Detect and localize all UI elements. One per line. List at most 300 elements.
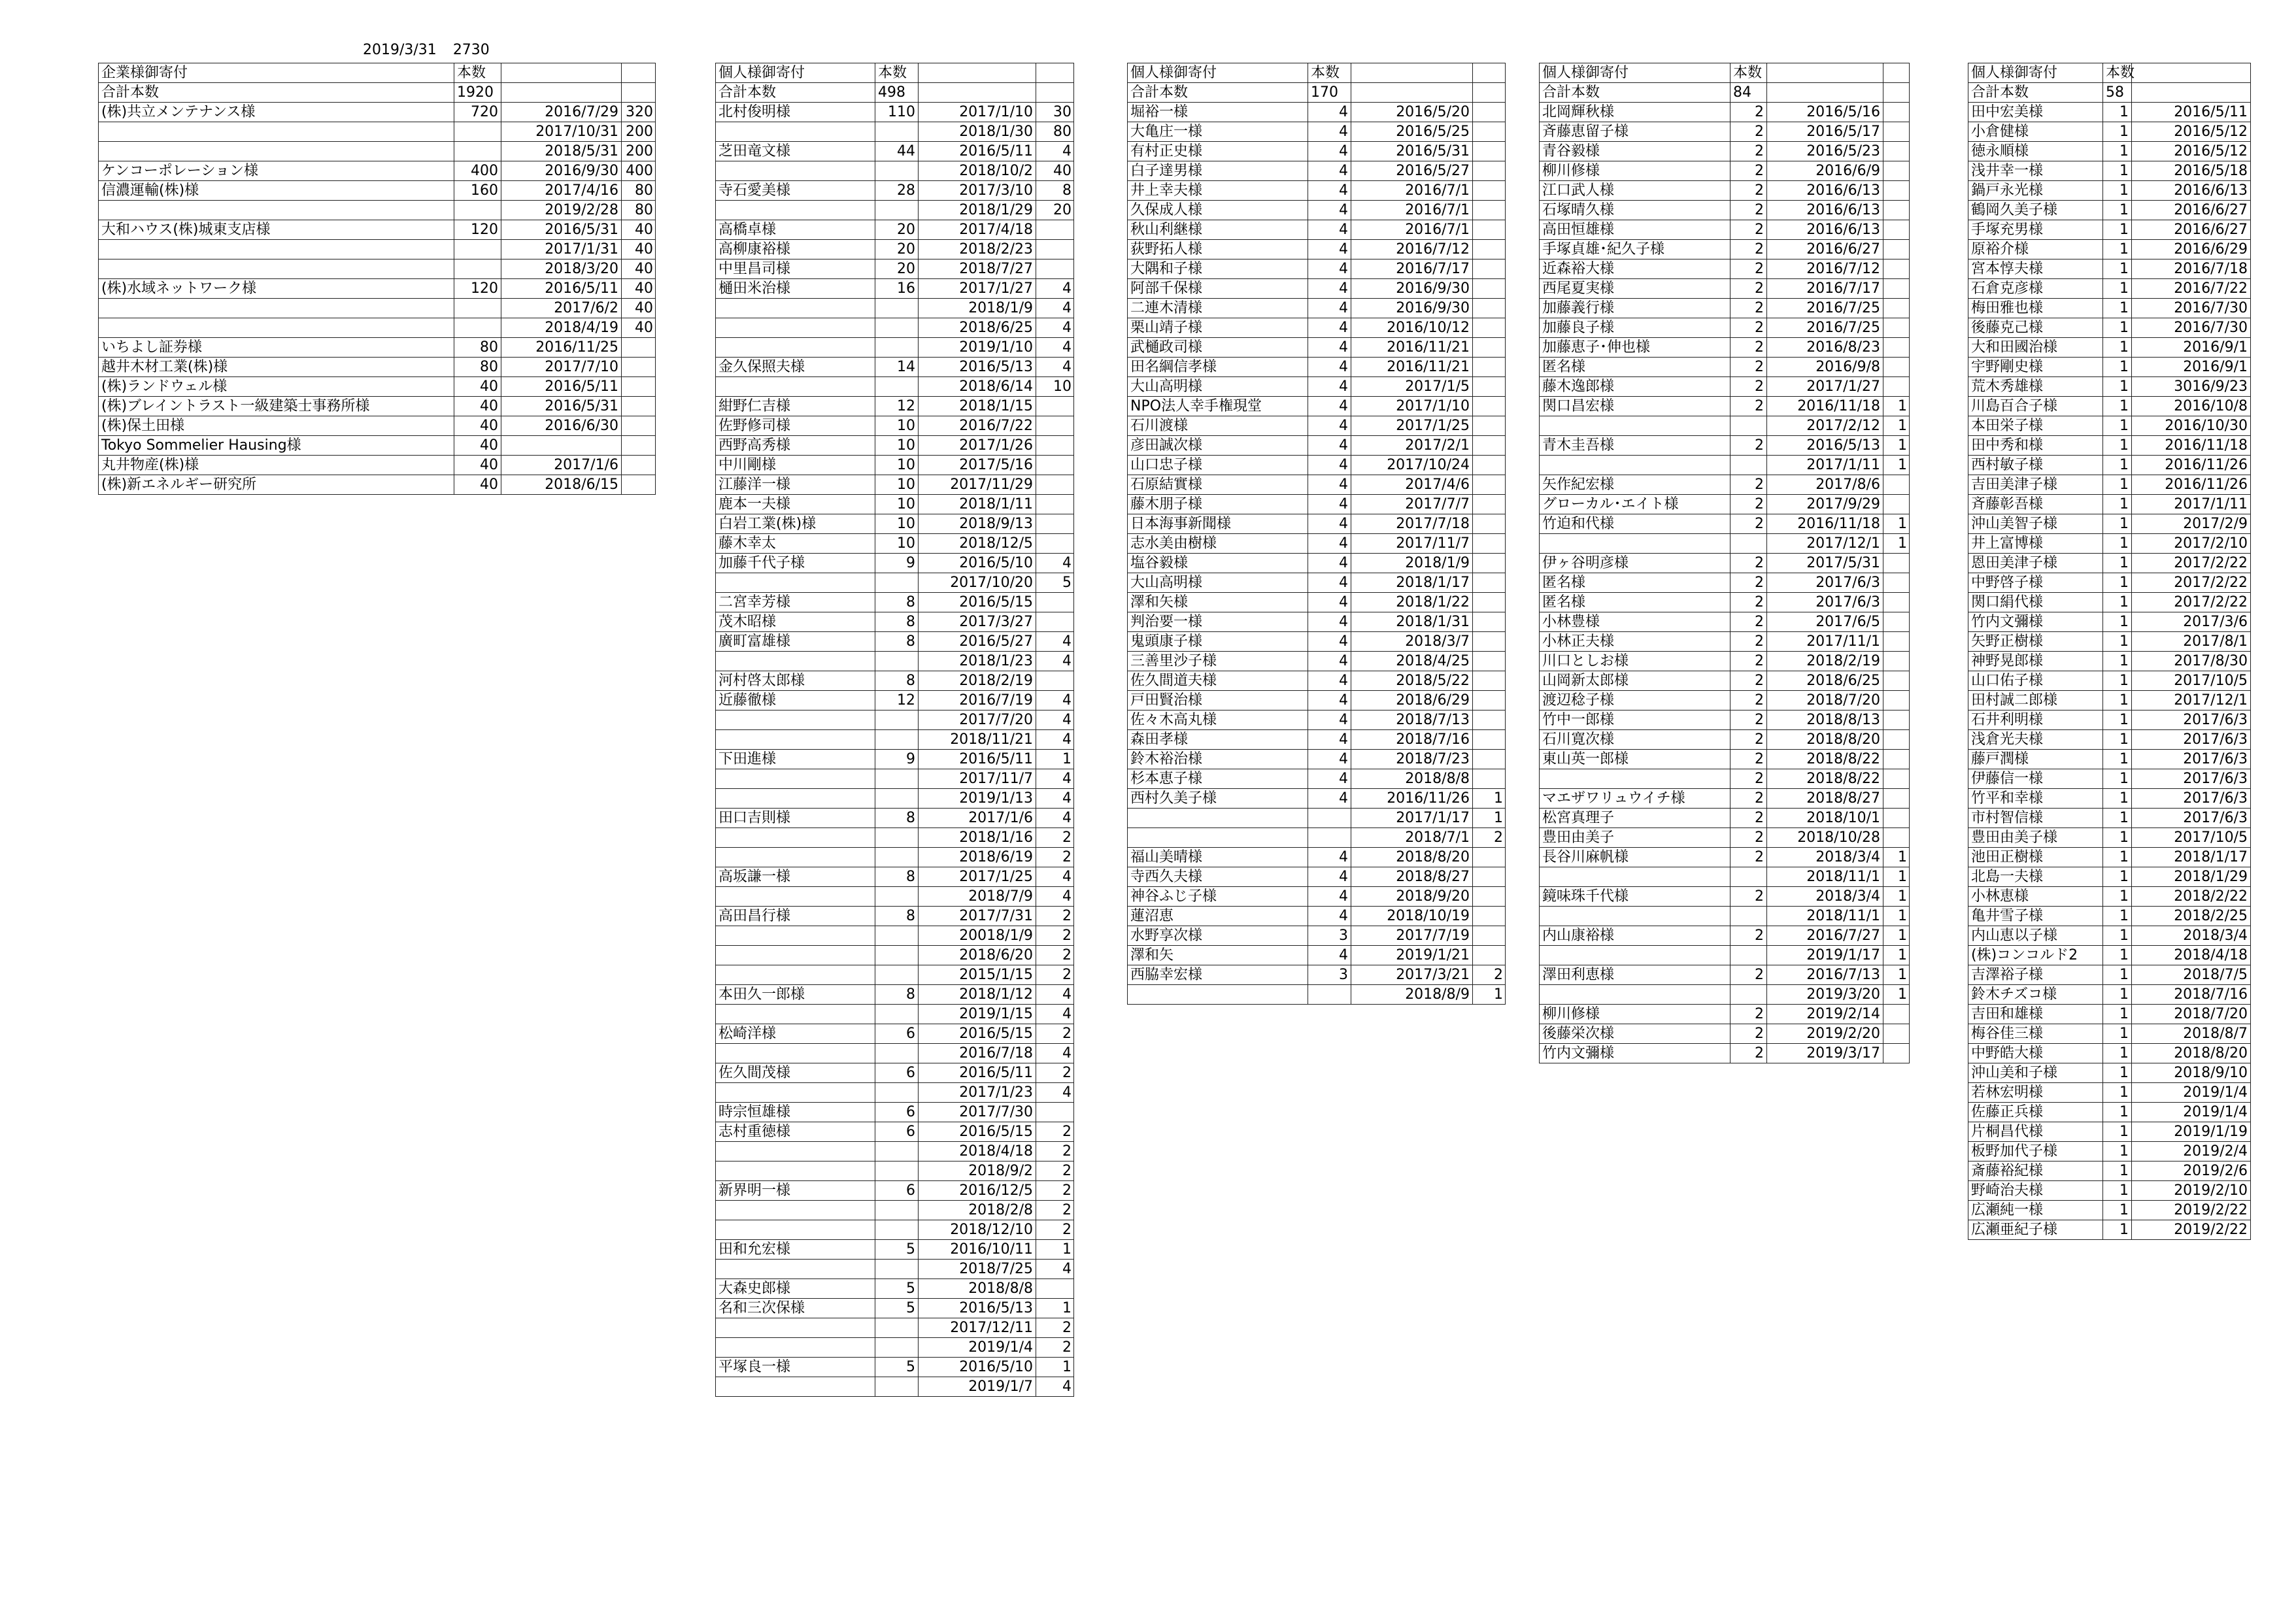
table-row bbox=[716, 103, 1074, 122]
donor-name: 石井利明様 bbox=[1968, 710, 2103, 730]
donation-count bbox=[1036, 220, 1074, 240]
donation-date: 2017/6/3 bbox=[2132, 789, 2251, 809]
donation-count bbox=[1036, 259, 1074, 279]
table-row bbox=[1968, 240, 2251, 259]
donation-date: 2017/7/30 bbox=[919, 1103, 1036, 1122]
donor-count: 12 bbox=[875, 397, 919, 416]
table-row bbox=[1968, 554, 2251, 573]
donor-name: 樋田米治様 bbox=[716, 279, 875, 299]
donation-date: 2018/8/22 bbox=[1767, 750, 1883, 769]
donation-date: 2018/2/19 bbox=[919, 671, 1036, 691]
donation-date: 2017/1/27 bbox=[1767, 377, 1883, 397]
donation-count bbox=[1473, 495, 1506, 514]
table-row bbox=[716, 710, 1074, 730]
donor-count: 4 bbox=[1308, 259, 1351, 279]
donor-count bbox=[1730, 946, 1767, 965]
donation-date: 2018/1/29 bbox=[2132, 867, 2251, 887]
donation-date: 2018/9/2 bbox=[919, 1161, 1036, 1181]
donor-name: 高坂謙一様 bbox=[716, 867, 875, 887]
table-row bbox=[1128, 416, 1506, 436]
table-row bbox=[1540, 750, 1910, 769]
donor-count: 4 bbox=[1308, 612, 1351, 632]
donor-name bbox=[1540, 985, 1730, 1005]
donor-count: 2 bbox=[1730, 710, 1767, 730]
donor-name bbox=[1128, 828, 1308, 848]
donation-count bbox=[1473, 475, 1506, 495]
donor-name: 中川剛様 bbox=[716, 456, 875, 475]
donation-date: 2018/6/20 bbox=[919, 946, 1036, 965]
total-value: 170 bbox=[1308, 83, 1351, 103]
donor-name: 宮本惇夫様 bbox=[1968, 259, 2103, 279]
donor-name: 神野晃郎様 bbox=[1968, 652, 2103, 671]
table-row bbox=[1540, 789, 1910, 809]
donor-count: 1 bbox=[2103, 907, 2132, 926]
total-label: 合計本数 bbox=[1968, 83, 2103, 103]
donation-count bbox=[1473, 573, 1506, 593]
table-row bbox=[1128, 593, 1506, 612]
donor-count: 6 bbox=[875, 1063, 919, 1083]
donation-date: 2016/11/21 bbox=[1351, 338, 1473, 358]
donor-count: 2 bbox=[1730, 161, 1767, 181]
donor-count: 1 bbox=[2103, 1005, 2132, 1024]
donor-count bbox=[1308, 985, 1351, 1005]
table-row bbox=[1128, 358, 1506, 377]
donation-date: 2019/1/19 bbox=[2132, 1122, 2251, 1142]
donor-count bbox=[875, 338, 919, 358]
donation-count bbox=[1473, 907, 1506, 926]
donor-count: 4 bbox=[1308, 299, 1351, 318]
donor-count: 2 bbox=[1730, 965, 1767, 985]
donation-date: 2016/10/12 bbox=[1351, 318, 1473, 338]
donor-count: 8 bbox=[875, 907, 919, 926]
table-row bbox=[99, 377, 656, 397]
donation-date: 2016/5/10 bbox=[919, 1358, 1036, 1377]
donor-count: 9 bbox=[875, 750, 919, 769]
donation-count bbox=[1036, 593, 1074, 612]
donation-count bbox=[1883, 789, 1910, 809]
table-row bbox=[1128, 279, 1506, 299]
table-row bbox=[99, 201, 656, 220]
donor-count bbox=[875, 1201, 919, 1220]
table-row bbox=[716, 161, 1074, 181]
donor-name: 匿名様 bbox=[1540, 358, 1730, 377]
table-row bbox=[1540, 299, 1910, 318]
donor-count bbox=[875, 887, 919, 907]
individual-donation-table-2 bbox=[1127, 63, 1506, 1005]
donation-count: 2 bbox=[1036, 848, 1074, 867]
table-row bbox=[1968, 985, 2251, 1005]
donor-name: 寺石愛美様 bbox=[716, 181, 875, 201]
donation-count: 4 bbox=[1036, 789, 1074, 809]
table-row bbox=[716, 377, 1074, 397]
donor-name: 福山美晴様 bbox=[1128, 848, 1308, 867]
table-row bbox=[1540, 201, 1910, 220]
table-row bbox=[99, 142, 656, 161]
donor-name: 沖山美和子様 bbox=[1968, 1063, 2103, 1083]
donation-count bbox=[622, 436, 656, 456]
donor-count: 5 bbox=[875, 1240, 919, 1260]
donor-name bbox=[99, 201, 454, 220]
table-row bbox=[716, 240, 1074, 259]
table-row bbox=[99, 279, 656, 299]
table-row bbox=[99, 161, 656, 181]
donor-name bbox=[1128, 985, 1308, 1005]
donation-date: 2017/5/31 bbox=[1767, 554, 1883, 573]
donation-date: 2019/2/14 bbox=[1767, 1005, 1883, 1024]
donor-name bbox=[1540, 416, 1730, 436]
donation-date: 2016/5/15 bbox=[919, 1122, 1036, 1142]
donation-count: 80 bbox=[1036, 122, 1074, 142]
donation-date: 2018/8/7 bbox=[2132, 1024, 2251, 1044]
donor-name: 武樋政司様 bbox=[1128, 338, 1308, 358]
table-row bbox=[1128, 926, 1506, 946]
donation-date: 2016/7/29 bbox=[501, 103, 622, 122]
donor-name: 小林豊様 bbox=[1540, 612, 1730, 632]
table-row bbox=[716, 1103, 1074, 1122]
table-row bbox=[99, 122, 656, 142]
table-row bbox=[1128, 554, 1506, 573]
donor-name: 下田進様 bbox=[716, 750, 875, 769]
donation-date: 2018/8/13 bbox=[1767, 710, 1883, 730]
donor-name: 加藤義行様 bbox=[1540, 299, 1730, 318]
donation-count bbox=[1883, 259, 1910, 279]
donor-name: 原裕介様 bbox=[1968, 240, 2103, 259]
donor-count bbox=[1730, 416, 1767, 436]
donation-count: 4 bbox=[1036, 691, 1074, 710]
donation-date: 2016/7/1 bbox=[1351, 181, 1473, 201]
donor-count: 1 bbox=[2103, 985, 2132, 1005]
donor-count: 2 bbox=[1730, 122, 1767, 142]
donor-count: 2 bbox=[1730, 397, 1767, 416]
donation-date: 2016/5/17 bbox=[1767, 122, 1883, 142]
donor-name: 後藤栄次様 bbox=[1540, 1024, 1730, 1044]
donation-date: 2016/5/12 bbox=[2132, 122, 2251, 142]
donation-date: 2016/5/11 bbox=[919, 142, 1036, 161]
donor-count: 2 bbox=[1730, 887, 1767, 907]
total-label: 合計本数 bbox=[716, 83, 875, 103]
table-row bbox=[716, 1161, 1074, 1181]
donor-count: 4 bbox=[1308, 436, 1351, 456]
donation-date: 2017/8/30 bbox=[2132, 652, 2251, 671]
donation-date: 2017/6/3 bbox=[2132, 710, 2251, 730]
donation-count bbox=[1883, 220, 1910, 240]
donor-name: 久保成人様 bbox=[1128, 201, 1308, 220]
donation-count bbox=[1883, 279, 1910, 299]
table-row bbox=[1968, 887, 2251, 907]
donation-date: 2018/4/18 bbox=[919, 1142, 1036, 1161]
donation-date: 2017/3/27 bbox=[919, 612, 1036, 632]
donor-count: 1 bbox=[2103, 809, 2132, 828]
table-row bbox=[1968, 122, 2251, 142]
donation-count bbox=[1473, 710, 1506, 730]
donation-date: 2016/7/30 bbox=[2132, 318, 2251, 338]
donation-date: 2018/2/19 bbox=[1767, 652, 1883, 671]
table-row bbox=[1968, 220, 2251, 240]
donation-date: 2016/9/8 bbox=[1767, 358, 1883, 377]
donor-name: 水野享次様 bbox=[1128, 926, 1308, 946]
donor-count: 2 bbox=[1730, 730, 1767, 750]
table-row bbox=[99, 299, 656, 318]
table-row bbox=[1540, 122, 1910, 142]
donation-count: 4 bbox=[1036, 279, 1074, 299]
donor-count: 1 bbox=[2103, 279, 2132, 299]
table-row bbox=[716, 1181, 1074, 1201]
table-row bbox=[1540, 1005, 1910, 1024]
table-row bbox=[1540, 946, 1910, 965]
total-row bbox=[716, 83, 1074, 103]
table-row bbox=[1968, 593, 2251, 612]
donation-date: 2019/2/6 bbox=[2132, 1161, 2251, 1181]
corporate-donation-table bbox=[98, 63, 656, 495]
donor-name: 浅井幸一様 bbox=[1968, 161, 2103, 181]
empty-total-cell bbox=[1767, 83, 1883, 103]
count-header: 本数 bbox=[454, 63, 501, 83]
donation-date: 2018/1/29 bbox=[919, 201, 1036, 220]
donor-name bbox=[716, 1083, 875, 1103]
donor-count bbox=[875, 789, 919, 809]
donor-name: 石川寛次様 bbox=[1540, 730, 1730, 750]
donation-date: 2016/7/22 bbox=[919, 416, 1036, 436]
donation-date: 2017/12/11 bbox=[919, 1318, 1036, 1338]
donation-count bbox=[1883, 554, 1910, 573]
donor-name: (株)ブレイントラスト一級建築士事務所様 bbox=[99, 397, 454, 416]
donation-count bbox=[1883, 201, 1910, 220]
table-row bbox=[1128, 730, 1506, 750]
table-title: 個人様御寄付 bbox=[1968, 63, 2103, 83]
donor-count: 2 bbox=[1730, 593, 1767, 612]
donation-date: 2018/8/27 bbox=[1767, 789, 1883, 809]
donation-date: 2018/1/15 bbox=[919, 397, 1036, 416]
donation-date: 2016/11/26 bbox=[1351, 789, 1473, 809]
empty-total-cell bbox=[919, 83, 1036, 103]
donor-count: 2 bbox=[1730, 201, 1767, 220]
donor-count: 80 bbox=[454, 338, 501, 358]
donation-count bbox=[1473, 259, 1506, 279]
donation-date: 2018/7/20 bbox=[1767, 691, 1883, 710]
table-row bbox=[1968, 514, 2251, 534]
donor-name: 山口忠子様 bbox=[1128, 456, 1308, 475]
donation-date: 2018/3/4 bbox=[1767, 848, 1883, 867]
table-row bbox=[1968, 809, 2251, 828]
donation-count bbox=[1883, 593, 1910, 612]
donor-count: 2 bbox=[1730, 436, 1767, 456]
table-row bbox=[1128, 161, 1506, 181]
donation-date: 2018/5/31 bbox=[501, 142, 622, 161]
donation-count bbox=[1883, 1044, 1910, 1063]
donation-date: 2019/1/17 bbox=[1767, 946, 1883, 965]
donation-count bbox=[622, 338, 656, 358]
donor-count: 1 bbox=[2103, 554, 2132, 573]
donation-date: 2017/4/16 bbox=[501, 181, 622, 201]
donation-count bbox=[1036, 495, 1074, 514]
donation-count: 2 bbox=[1036, 828, 1074, 848]
donor-name: 宇野剛史様 bbox=[1968, 358, 2103, 377]
donation-date: 2017/7/20 bbox=[919, 710, 1036, 730]
donation-count: 1 bbox=[1473, 985, 1506, 1005]
donor-count: 20 bbox=[875, 240, 919, 259]
donor-name bbox=[1128, 809, 1308, 828]
donor-count: 4 bbox=[1308, 867, 1351, 887]
donor-count bbox=[875, 1338, 919, 1358]
donor-count: 5 bbox=[875, 1358, 919, 1377]
table-row bbox=[1968, 416, 2251, 436]
table-row bbox=[1540, 240, 1910, 259]
donor-name: 紺野仁吉様 bbox=[716, 397, 875, 416]
donor-name: 金久保照夫様 bbox=[716, 358, 875, 377]
donation-date: 2019/2/20 bbox=[1767, 1024, 1883, 1044]
donor-name: 竹内文彌様 bbox=[1540, 1044, 1730, 1063]
donation-date: 2017/6/3 bbox=[1767, 573, 1883, 593]
donation-date: 2018/8/20 bbox=[1767, 730, 1883, 750]
donor-name: 吉田美津子様 bbox=[1968, 475, 2103, 495]
donor-name: 高柳康裕様 bbox=[716, 240, 875, 259]
donor-count: 4 bbox=[1308, 161, 1351, 181]
donor-count: 5 bbox=[875, 1299, 919, 1318]
donor-count: 1 bbox=[2103, 710, 2132, 730]
donor-count: 4 bbox=[1308, 318, 1351, 338]
donation-count: 1 bbox=[1883, 867, 1910, 887]
donation-date: 2017/5/16 bbox=[919, 456, 1036, 475]
donor-count: 2 bbox=[1730, 671, 1767, 691]
table-row bbox=[99, 181, 656, 201]
table-title: 企業様御寄付 bbox=[99, 63, 454, 83]
donation-count bbox=[1473, 867, 1506, 887]
donor-count: 4 bbox=[1308, 573, 1351, 593]
donation-count: 1 bbox=[1883, 848, 1910, 867]
donation-count: 4 bbox=[1036, 769, 1074, 789]
donation-count bbox=[1883, 828, 1910, 848]
table-row bbox=[1968, 1181, 2251, 1201]
table-row bbox=[716, 338, 1074, 358]
donor-name: 匿名様 bbox=[1540, 593, 1730, 612]
donor-count: 3 bbox=[1308, 926, 1351, 946]
donation-date: 2016/7/22 bbox=[2132, 279, 2251, 299]
donor-count: 1 bbox=[2103, 201, 2132, 220]
donor-name: 加藤良子様 bbox=[1540, 318, 1730, 338]
table-row bbox=[1968, 691, 2251, 710]
donation-date: 2017/4/18 bbox=[919, 220, 1036, 240]
donor-count: 40 bbox=[454, 475, 501, 495]
donor-name bbox=[1540, 534, 1730, 554]
table-row bbox=[716, 573, 1074, 593]
donor-name: 荒木秀雄様 bbox=[1968, 377, 2103, 397]
donation-count: 40 bbox=[622, 240, 656, 259]
donor-count: 2 bbox=[1730, 240, 1767, 259]
table-row bbox=[1128, 809, 1506, 828]
donation-count bbox=[1473, 612, 1506, 632]
donor-count: 4 bbox=[1308, 848, 1351, 867]
donation-date: 2018/11/1 bbox=[1767, 907, 1883, 926]
donation-count bbox=[1883, 671, 1910, 691]
donation-date: 2016/6/30 bbox=[501, 416, 622, 436]
donor-name bbox=[1540, 946, 1730, 965]
donation-date: 2018/4/18 bbox=[2132, 946, 2251, 965]
donor-count: 1 bbox=[2103, 730, 2132, 750]
table-row bbox=[1128, 397, 1506, 416]
empty-total-cell bbox=[1351, 83, 1473, 103]
donor-name bbox=[716, 652, 875, 671]
table-row bbox=[1128, 456, 1506, 475]
donor-count bbox=[454, 240, 501, 259]
donation-date: 2018/2/23 bbox=[919, 240, 1036, 259]
table-row bbox=[716, 456, 1074, 475]
donor-name: 市村智信様 bbox=[1968, 809, 2103, 828]
donation-count bbox=[1473, 416, 1506, 436]
empty-total-cell bbox=[2132, 83, 2251, 103]
donor-name bbox=[716, 926, 875, 946]
donor-name: 新界明一様 bbox=[716, 1181, 875, 1201]
table-row bbox=[716, 691, 1074, 710]
donor-name: 豊田由美子様 bbox=[1968, 828, 2103, 848]
donor-count bbox=[454, 299, 501, 318]
donation-date: 2017/10/5 bbox=[2132, 828, 2251, 848]
donor-name: 北島一夫様 bbox=[1968, 867, 2103, 887]
donation-date: 2016/12/5 bbox=[919, 1181, 1036, 1201]
donor-count: 2 bbox=[1730, 318, 1767, 338]
donor-name: 内山康裕様 bbox=[1540, 926, 1730, 946]
donation-date: 2018/1/9 bbox=[919, 299, 1036, 318]
donor-name: 斉藤恵留子様 bbox=[1540, 122, 1730, 142]
donor-count: 4 bbox=[1308, 103, 1351, 122]
donation-count: 80 bbox=[622, 181, 656, 201]
donor-name bbox=[716, 1338, 875, 1358]
donation-count bbox=[1883, 730, 1910, 750]
donation-date: 2017/12/1 bbox=[1767, 534, 1883, 554]
donation-count: 4 bbox=[1036, 1377, 1074, 1397]
table-row bbox=[1540, 632, 1910, 652]
donor-count: 80 bbox=[454, 358, 501, 377]
donation-date: 2016/11/18 bbox=[1767, 397, 1883, 416]
donor-count: 1 bbox=[2103, 926, 2132, 946]
donation-date: 2018/3/20 bbox=[501, 259, 622, 279]
donor-name: 梅谷佳三様 bbox=[1968, 1024, 2103, 1044]
table-row bbox=[716, 279, 1074, 299]
donation-count: 1 bbox=[1883, 397, 1910, 416]
donor-name: 加藤千代子様 bbox=[716, 554, 875, 573]
donor-count: 1 bbox=[2103, 1220, 2132, 1240]
empty-header-cell bbox=[1883, 63, 1910, 83]
donation-count: 4 bbox=[1036, 1005, 1074, 1024]
donor-count: 10 bbox=[875, 436, 919, 456]
donor-name: 佐藤正兵様 bbox=[1968, 1103, 2103, 1122]
donation-date: 2017/3/21 bbox=[1351, 965, 1473, 985]
donor-name: 吉田和雄様 bbox=[1968, 1005, 2103, 1024]
donor-name: 大山高明様 bbox=[1128, 573, 1308, 593]
donation-date: 2017/2/1 bbox=[1351, 436, 1473, 456]
donor-name: 堀裕一様 bbox=[1128, 103, 1308, 122]
donation-date: 2019/1/13 bbox=[919, 789, 1036, 809]
table-row bbox=[716, 887, 1074, 907]
table-row bbox=[1968, 397, 2251, 416]
empty-header-cell bbox=[1473, 63, 1506, 83]
table-row bbox=[1128, 710, 1506, 730]
table-row bbox=[1128, 122, 1506, 142]
donor-count: 9 bbox=[875, 554, 919, 573]
donor-count: 6 bbox=[875, 1103, 919, 1122]
donor-count: 2 bbox=[1730, 809, 1767, 828]
donor-name: 判治要一様 bbox=[1128, 612, 1308, 632]
table-row bbox=[1968, 1201, 2251, 1220]
donor-name bbox=[716, 377, 875, 397]
donation-date: 2016/7/25 bbox=[1767, 318, 1883, 338]
table-row bbox=[1968, 652, 2251, 671]
donation-date: 2018/8/8 bbox=[1351, 769, 1473, 789]
donation-date: 2016/6/13 bbox=[2132, 181, 2251, 201]
donor-name: 河村啓太郎様 bbox=[716, 671, 875, 691]
donor-name: 柳川修様 bbox=[1540, 1005, 1730, 1024]
donation-date: 2016/7/27 bbox=[1767, 926, 1883, 946]
donation-date: 2017/2/10 bbox=[2132, 534, 2251, 554]
